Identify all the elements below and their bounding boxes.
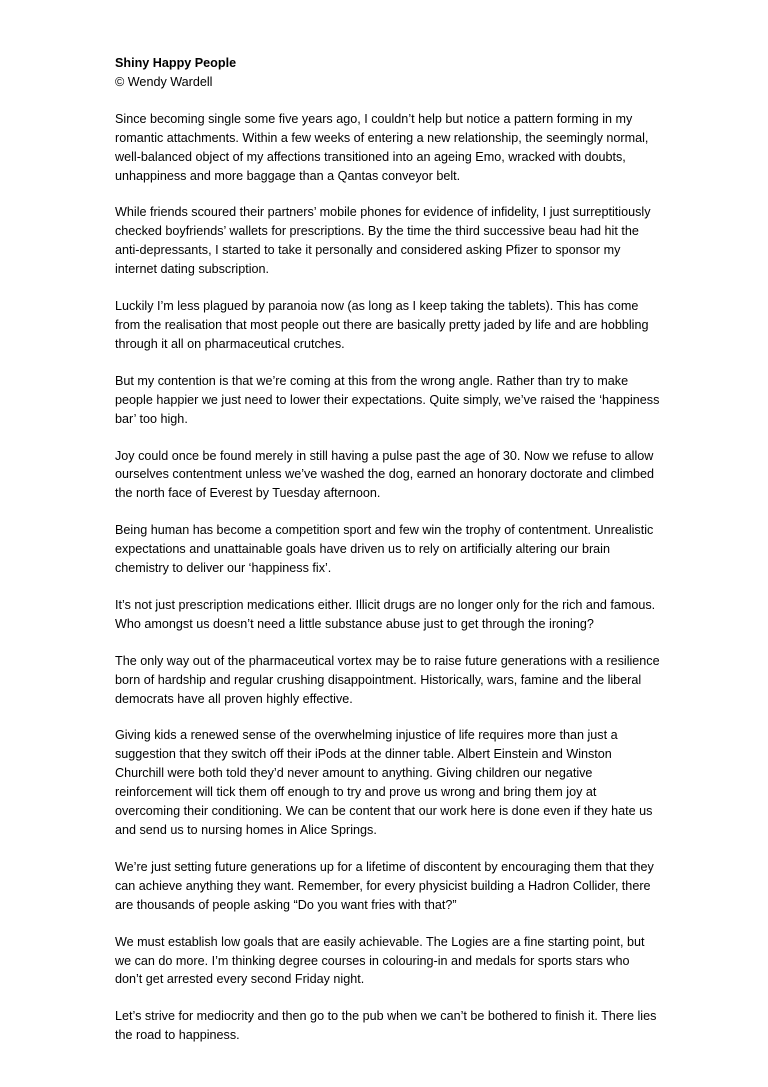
paragraph: The only way out of the pharmaceutical vortex may be to raise future generations with a resilience born of hardship and regular crushing disappointment. Historically, wars, famine and the liberal democrats have all proven highly effective. [115, 653, 660, 706]
paragraph: We’re just setting future generations up for a lifetime of discontent by encouraging them that they can achieve anything they want. Remember, for every physicist building a Hadron Collider, there are thousands of people asking “Do you want fries with that?” [115, 859, 654, 912]
document-title: Shiny Happy People [115, 56, 237, 70]
paragraph: Joy could once be found merely in still having a pulse past the age of 30. Now we refuse to allow ourselves contentment unless we’ve washed the dog, earned an honorary doctorate and climbed the north face of Everest by Tuesday afternoon. [115, 448, 655, 501]
paragraph: While friends scoured their partners’ mobile phones for evidence of infidelity, I just surreptitiously checked boyfriends’ wallets for prescriptions. By the time the third successive beau had hit the anti-depressants, I started to take it personally and considered asking Pfizer to sponsor my internet dating subscription. [115, 205, 651, 277]
document-page [115, 54, 660, 1063]
paragraph: Let’s strive for mediocrity and then go to the pub when we can’t be bothered to finish it. There lies the road to happiness. [115, 1009, 657, 1043]
paragraph: Being human has become a competition sport and few win the trophy of contentment. Unrealistic expectations and unattainable goals have driven us to rely on artificially altering our brain chemistry to deliver our ‘happiness fix’. [115, 523, 654, 576]
paragraph: But my contention is that we’re coming at this from the wrong angle. Rather than try to make people happier we just need to lower their expectations. Quite simply, we’ve raised the ‘happiness bar’ too high. [115, 373, 660, 426]
paragraph: Luckily I’m less plagued by paranoia now (as long as I keep taking the tablets). This has come from the realisation that most people out there are basically pretty jaded by life and are hobbling through it all on pharmaceutical crutches. [115, 299, 649, 351]
document-author: © Wendy Wardell [115, 74, 213, 89]
paragraph: We must establish low goals that are easily achievable. The Logies are a fine starting point, but we can do more. I’m thinking degree courses in colouring-in and medals for sports stars who don’t get arrested every second Friday night. [115, 934, 645, 987]
paragraph: Since becoming single some five years ago, I couldn’t help but notice a pattern forming in my romantic attachments. Within a few weeks of entering a new relationship, the seemingly normal, well-balanced object of my affections transitioned into an ageing Emo, wracked with doubts, unhappiness and more baggage than a Qantas conveyor belt. [115, 111, 649, 183]
paragraph: Giving kids a renewed sense of the overwhelming injustice of life requires more than just a suggestion that they switch off their iPods at the dinner table. Albert Einstein and Winston Churchill were both told they’d never amount to anything. Giving children our negative reinforcement will tick them off enough to try and prove us wrong and bring them joy at overcoming their conditioning. We can be content that our work here is done even if they hate us and send us to nursing homes in Alice Springs. [115, 728, 653, 837]
paragraph: It’s not just prescription medications either. Illicit drugs are no longer only for the rich and famous. Who amongst us doesn’t need a little substance abuse just to get through the ironing? [115, 597, 656, 631]
